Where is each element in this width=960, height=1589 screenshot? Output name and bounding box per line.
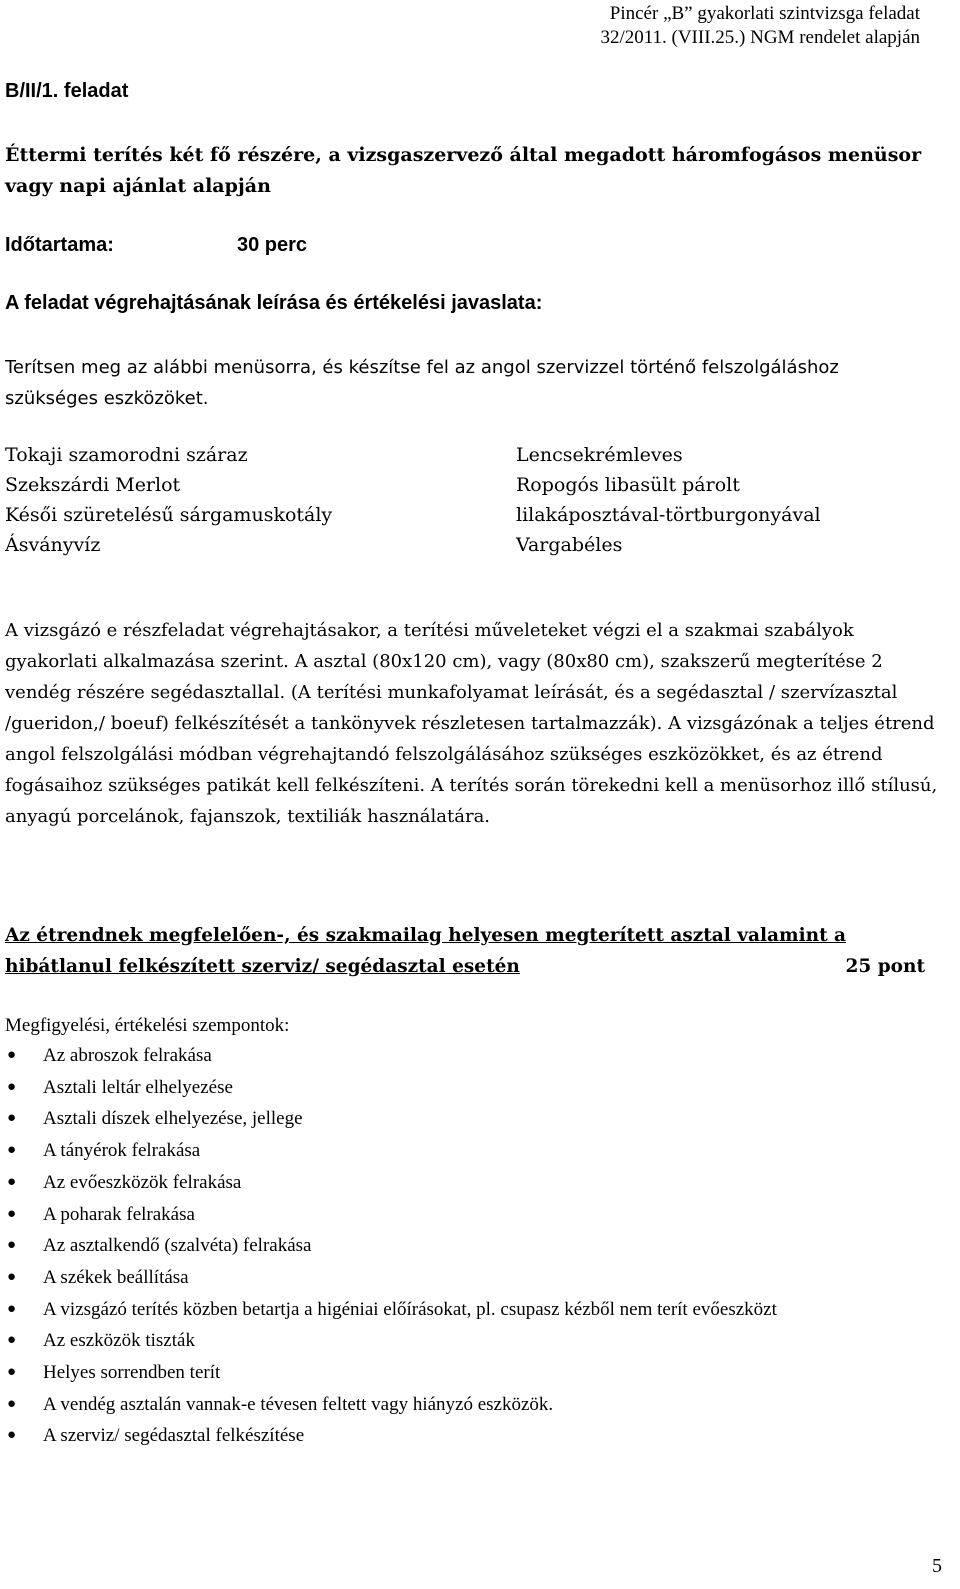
page-header [600,2,920,50]
bullet-icon: ● [7,1237,17,1254]
bullet-icon: ● [7,1268,17,1285]
duration [5,234,308,257]
intro-paragraph: Terítsen meg az alábbi menüsorra, és készítse fel az angol szervizzel történő felszolgáláshoz szükséges eszközöket. [5,357,839,409]
drink-item: Tokaji szamorodni száraz [5,444,248,466]
criteria-text: A tányérok felrakása [43,1140,201,1162]
bullet-icon: ● [7,1364,17,1381]
duration-value: 30 perc [237,234,308,256]
list-item [5,1420,940,1452]
list-item [5,1199,940,1231]
list-item [5,1389,940,1421]
description-heading: A feladat végrehajtásának leírása és értékelési javaslata: [5,292,543,314]
drink-item: Szekszárdi Merlot [5,474,181,496]
bullet-icon: ● [7,1142,17,1159]
criteria-text: Asztali leltár elhelyezése [43,1076,233,1098]
dishes-list [516,440,821,560]
dish-item: lilakáposztával-törtburgonyával [516,504,821,526]
criteria-text: Az asztalkendő (szalvéta) felrakása [43,1235,312,1257]
list-item [5,1040,940,1072]
criteria-text: A poharak felrakása [43,1203,195,1225]
bullet-icon: ● [7,1078,17,1095]
criteria-heading: Megfigyelési, értékelési szempontok: [5,1015,290,1036]
criteria-text: Asztali díszek elhelyezése, jellege [43,1108,303,1130]
list-item [5,1072,940,1104]
bullet-icon: ● [7,1300,17,1317]
header-line-2: 32/2011. (VIII.25.) NGM rendelet alapján [600,27,920,48]
list-item [5,1167,940,1199]
list-item [5,1262,940,1294]
bullet-icon: ● [7,1173,17,1190]
criteria-text: Az eszközök tiszták [43,1330,195,1352]
list-item [5,1103,940,1135]
dish-item: Lencsekrémleves [516,444,683,466]
score-statement [5,920,945,982]
dish-item: Vargabéles [516,534,623,556]
list-item [5,1230,940,1262]
task-title: Éttermi terítés két fő részére, a vizsgaszervező által megadott háromfogásos menüsor vagy napi ajánlat alapján [5,144,922,197]
bullet-icon: ● [7,1110,17,1127]
list-item [5,1325,940,1357]
header-line-1: Pincér „B” gyakorlati szintvizsga feladat [609,3,920,24]
criteria-text: A szerviz/ segédasztal felkészítése [43,1425,305,1447]
criteria-text: A székek beállítása [43,1266,189,1288]
list-item [5,1135,940,1167]
bullet-icon: ● [7,1205,17,1222]
criteria-text: A vizsgázó terítés közben betartja a higéniai előírásokat, pl. csupasz kézből nem terít evőeszközt [43,1298,777,1320]
drinks-list [5,440,332,560]
score-text: Az étrendnek megfelelően-, és szakmailag helyesen megterített asztal valamint a hibátlanul felkészített szerviz/ segédasztal esetén [5,925,847,977]
list-item [5,1357,940,1389]
dish-item: Ropogós libasült párolt [516,474,740,496]
drink-item: Késői szüretelésű sárgamuskotály [5,504,333,526]
page-number: 5 [932,1555,942,1577]
list-item [5,1294,940,1326]
criteria-text: Helyes sorrendben terít [43,1362,221,1384]
criteria-text: A vendég asztalán vannak-e tévesen feltett vagy hiányzó eszközök. [43,1393,554,1415]
criteria-list [5,1040,940,1452]
body-paragraph: A vizsgázó e részfeladat végrehajtásakor, a terítési műveleteket végzi el a szakmai szabályok gyakorlati alkalmazása szerint. A asztal (80x120 cm), vagy (80x80 cm), szakszerű megterítése 2 vendég részére segédasztallal. (A terítési munkafolyamat leírását, és a segédasztal / szervízasztal /gueridon,/ boeuf) felkészítését a tankönyvek részletesen tartalmazzák). A vizsgázónak a teljes étrend angol felszolgálási módban végrehajtandó felszolgálásához szükséges eszközökket, és az étrend fogásaihoz szükséges patikát kell felkészíteni. A terítés során törekedni kell a menüsorhoz illő stílusú, anyagú porcelánok, fajanszok, textiliák használatára. [5,620,938,827]
task-id: B/II/1. feladat [5,80,129,102]
bullet-icon: ● [7,1427,17,1444]
bullet-icon: ● [7,1047,17,1063]
drink-item: Ásványvíz [5,534,101,556]
bullet-icon: ● [7,1332,17,1349]
score-points: 25 pont [845,956,925,977]
criteria-text: Az evőeszközök felrakása [43,1171,242,1193]
duration-label: Időtartama: [5,234,114,256]
bullet-icon: ● [7,1395,17,1412]
criteria-text: Az abroszok felrakása [43,1045,212,1066]
